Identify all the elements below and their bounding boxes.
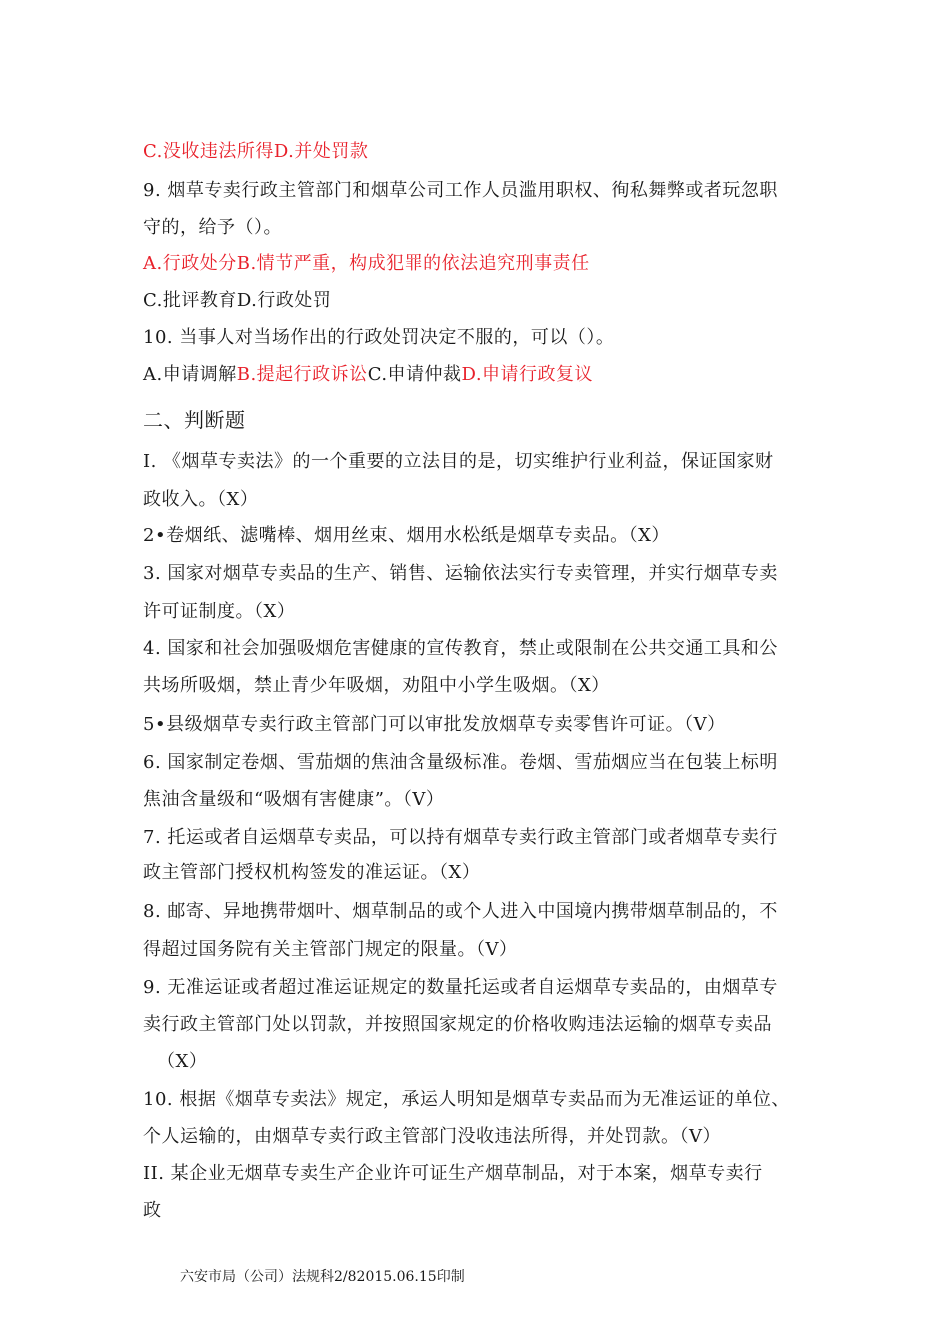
line-text: 政收入。（X） xyxy=(143,489,259,510)
text-line xyxy=(143,1089,790,1111)
line-text: 得超过国务院有关主管部门规定的限量。（V） xyxy=(143,939,518,960)
answer-text: A.行政处分B.情节严重，构成犯罪的依法追究刑事责任 xyxy=(143,253,590,274)
answer-text: B.提起行政诉讼 xyxy=(236,364,368,385)
text-line xyxy=(143,141,368,163)
text-line xyxy=(143,563,778,585)
line-text: 5•县级烟草专卖行政主管部门可以审批发放烟草专卖零售许可证。（V） xyxy=(143,714,726,735)
text-line xyxy=(143,1163,763,1185)
text-line xyxy=(143,180,778,202)
text-line xyxy=(143,977,778,999)
line-text: II. 某企业无烟草专卖生产企业许可证生产烟草制品，对于本案，烟草专卖行 xyxy=(143,1163,763,1184)
line-text: 8. 邮寄、异地携带烟叶、烟草制品的或个人进入中国境内携带烟草制品的，不 xyxy=(143,901,778,922)
line-text: 10. 当事人对当场作出的行政处罚决定不服的，可以（）。 xyxy=(143,327,615,348)
text-line xyxy=(143,601,295,623)
text-line xyxy=(143,253,590,275)
text-line xyxy=(143,327,614,349)
text-line xyxy=(143,752,778,774)
text-line xyxy=(143,525,670,547)
line-text: 4. 国家和社会加强吸烟危害健康的宣传教育，禁止或限制在公共交通工具和公 xyxy=(143,638,778,659)
line-text: 政主管部门授权机构签发的准运证。（X） xyxy=(143,862,481,883)
text-line xyxy=(143,827,778,849)
text-line xyxy=(143,451,774,473)
text-line xyxy=(143,638,778,660)
line-text: A.申请调解 xyxy=(143,364,237,385)
line-text: 10. 根据《烟草专卖法》规定，承运人明知是烟草专卖品而为无准运证的单位、 xyxy=(143,1089,790,1110)
line-text: 6. 国家制定卷烟、雪茄烟的焦油含量级标准。卷烟、雪茄烟应当在包装上标明 xyxy=(143,752,778,773)
answer-text: C.没收违法所得D.并处罚款 xyxy=(143,141,369,162)
line-text: C.批评教育D.行政处罚 xyxy=(143,290,332,311)
text-line xyxy=(143,364,593,386)
text-line xyxy=(143,290,331,312)
text-line xyxy=(143,217,282,239)
line-text: 共场所吸烟，禁止青少年吸烟，劝阻中小学生吸烟。（X） xyxy=(143,675,610,696)
line-text: 许可证制度。（X） xyxy=(143,601,296,622)
line-text: 守的，给予（）。 xyxy=(143,217,282,238)
text-line xyxy=(143,1126,721,1148)
text-line xyxy=(143,939,518,961)
text-line xyxy=(143,714,726,736)
line-text: 2•卷烟纸、滤嘴棒、烟用丝束、烟用水松纸是烟草专卖品。（X） xyxy=(143,525,670,546)
line-text: 卖行政主管部门处以罚款，并按照国家规定的价格收购违法运输的烟草专卖品 xyxy=(143,1014,772,1035)
answer-text: D.申请行政复议 xyxy=(461,364,594,385)
line-text: 9. 无准运证或者超过准运证规定的数量托运或者自运烟草专卖品的，由烟草专 xyxy=(143,977,778,998)
line-text: 个人运输的，由烟草专卖行政主管部门没收违法所得，并处罚款。（V） xyxy=(143,1126,721,1147)
text-line xyxy=(143,489,258,511)
line-text: 3. 国家对烟草专卖品的生产、销售、运输依法实行专卖管理，并实行烟草专卖 xyxy=(143,563,778,584)
line-text: I. 《烟草专卖法》的一个重要的立法目的是，切实维护行业利益，保证国家财 xyxy=(143,451,774,472)
line-text: 焦油含量级和“吸烟有害健康”。（V） xyxy=(143,789,445,810)
text-line xyxy=(143,675,610,697)
text-line xyxy=(157,1051,207,1073)
line-text: 政 xyxy=(143,1200,162,1221)
page-footer: 六安市局（公司）法规科2/82015.06.15印制 xyxy=(180,1269,465,1285)
text-line xyxy=(143,901,778,923)
section-heading xyxy=(143,409,246,431)
line-text: 二、判断题 xyxy=(143,408,246,432)
line-text: 9. 烟草专卖行政主管部门和烟草公司工作人员滥用职权、徇私舞弊或者玩忽职 xyxy=(143,180,778,201)
text-line xyxy=(143,1200,162,1222)
line-text: C.申请仲裁 xyxy=(367,364,462,385)
text-line xyxy=(143,789,444,811)
text-line xyxy=(143,862,480,884)
line-text: （X） xyxy=(157,1051,208,1072)
text-line xyxy=(143,1014,772,1036)
line-text: 7. 托运或者自运烟草专卖品，可以持有烟草专卖行政主管部门或者烟草专卖行 xyxy=(143,827,778,848)
